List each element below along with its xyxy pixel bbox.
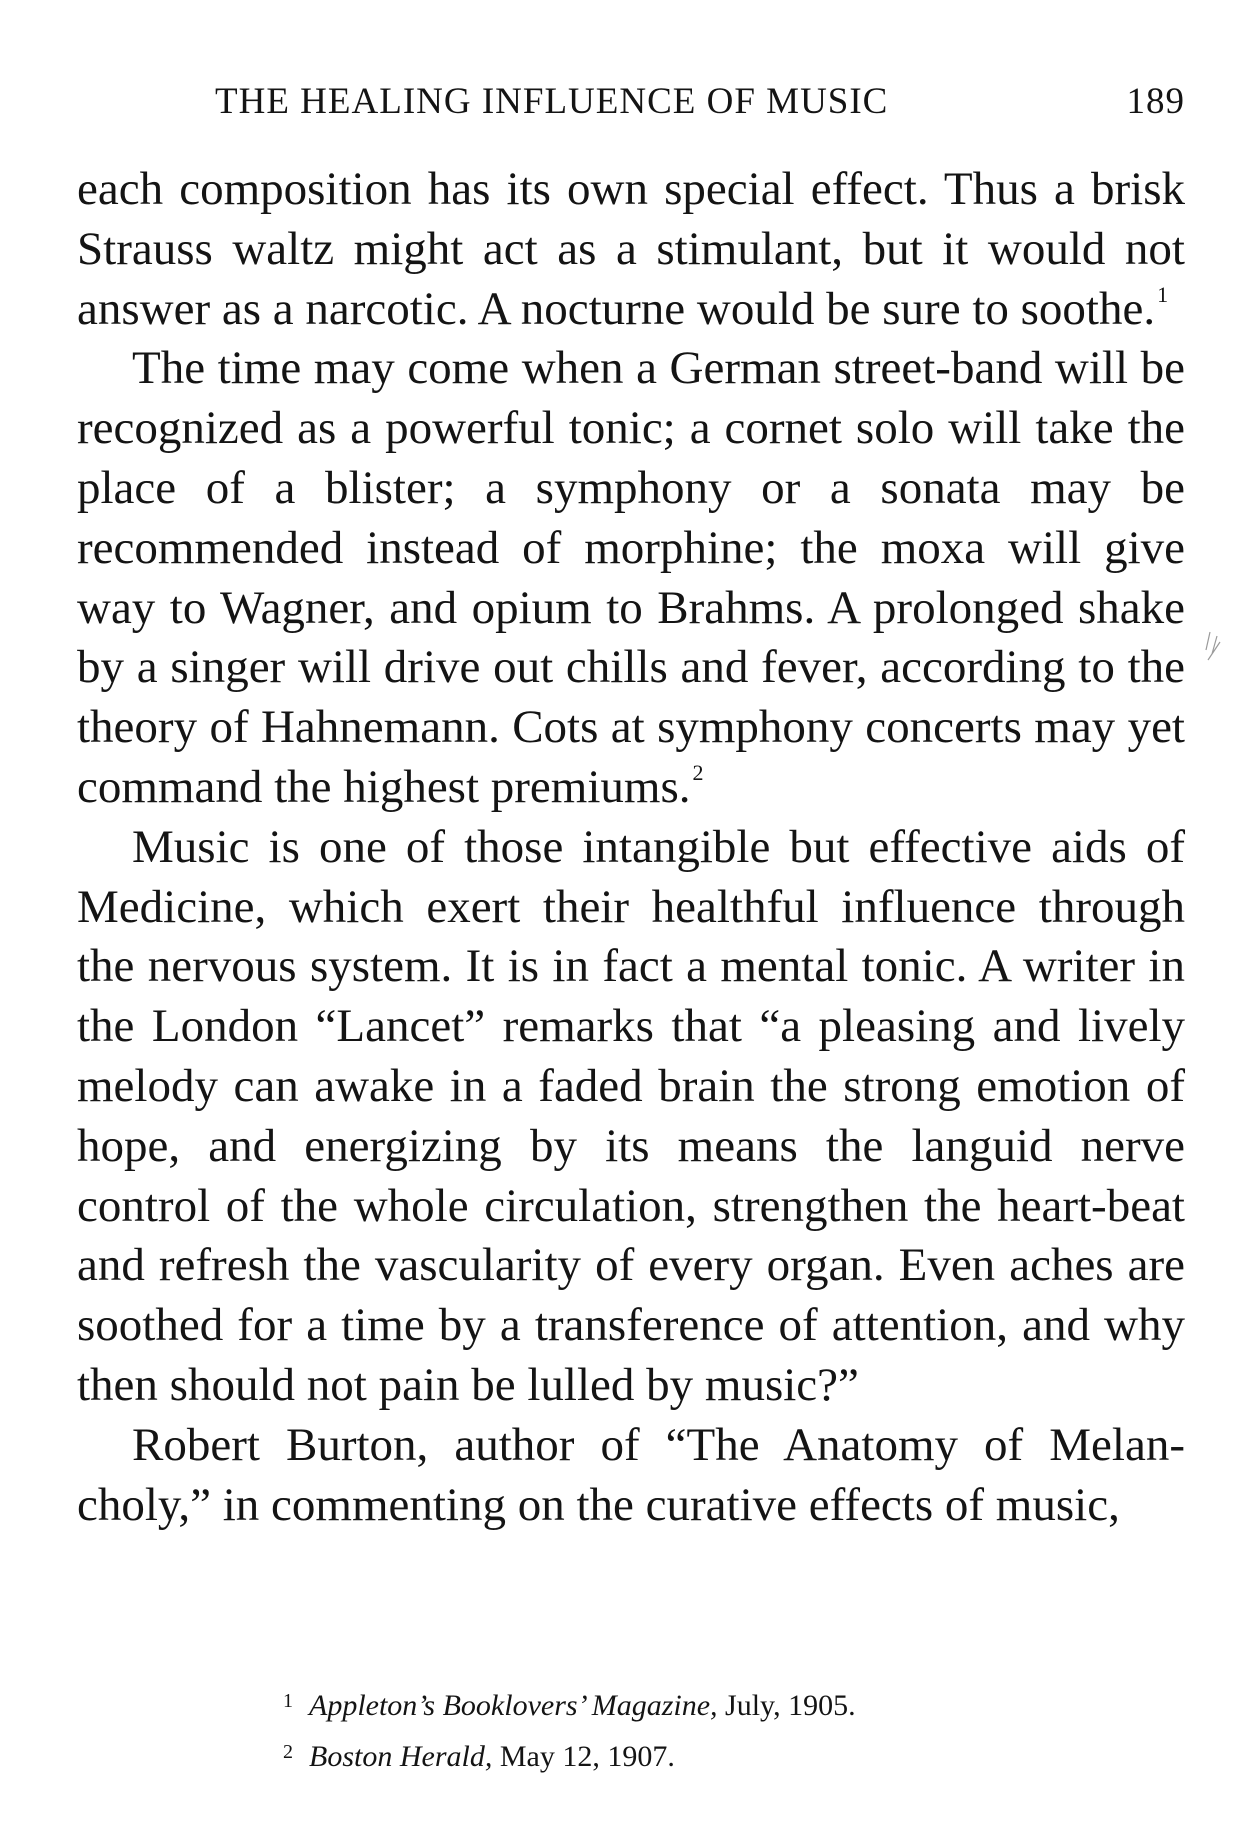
pencil-mark [1202, 620, 1224, 666]
footnote-ref: 1 [1157, 281, 1169, 307]
running-head [215, 80, 1185, 130]
paragraph-text: The time may come when a German street-band will be recognized as a powerful tonic; a cornet solo will take the place of a blister; a symphony or a sonata may be recommended instead of morphine; the moxa will give way to Wagner, and opium to Brahms. A prolonged shake by a singer will drive out chills and fever, according to the theory of Hahnemann. Cots at symphony concerts may yet command the highest premiums. [77, 342, 1185, 813]
footnote-date: July, 1905. [725, 1689, 856, 1722]
page-number: 189 [1126, 81, 1185, 122]
paragraph-text: Robert Burton, author of “The Anatomy of Melancholy,” in commenting on the curative effects of music, [77, 1418, 1185, 1531]
footnote-source: Boston Herald, [309, 1740, 493, 1773]
footnote-ref: 2 [692, 759, 704, 785]
footnotes [283, 1678, 1183, 1780]
footnote-source: Appleton’s Booklovers’ Magazine, [309, 1689, 718, 1722]
paragraph-text: each composition has its own special effect. Thus a brisk Strauss waltz might act as a stimulant, but it would not answer as a narcotic. A nocturne would be sure to soothe. [77, 163, 1185, 335]
footnote-number: 2 [283, 1741, 293, 1763]
body-text [77, 160, 1185, 1535]
footnote [283, 1729, 1183, 1780]
paragraph [77, 160, 1185, 339]
footnote-number: 1 [283, 1690, 293, 1712]
paragraph-text: Music is one of those intangible but effective aids of Medicine, which exert their healthful influence through the nervous system. It is in fact a mental tonic. A writer in the London “Lancet” remarks that “a pleasing and lively melody can awake in a faded brain the strong emotion of hope, and energizing by its means the languid nerve control of the whole circulation, strengthen the heart-beat and refresh the vascularity of every organ. Even aches are soothed for a time by a transference of attention, and why then should not pain be lulled by music?” [77, 820, 1185, 1411]
paragraph [77, 818, 1185, 1416]
paragraph [77, 339, 1185, 817]
chapter-title: THE HEALING INFLUENCE OF MUSIC [215, 81, 889, 122]
footnote-date: May 12, 1907. [499, 1740, 675, 1773]
paragraph [77, 1416, 1185, 1536]
footnote [283, 1678, 1183, 1729]
